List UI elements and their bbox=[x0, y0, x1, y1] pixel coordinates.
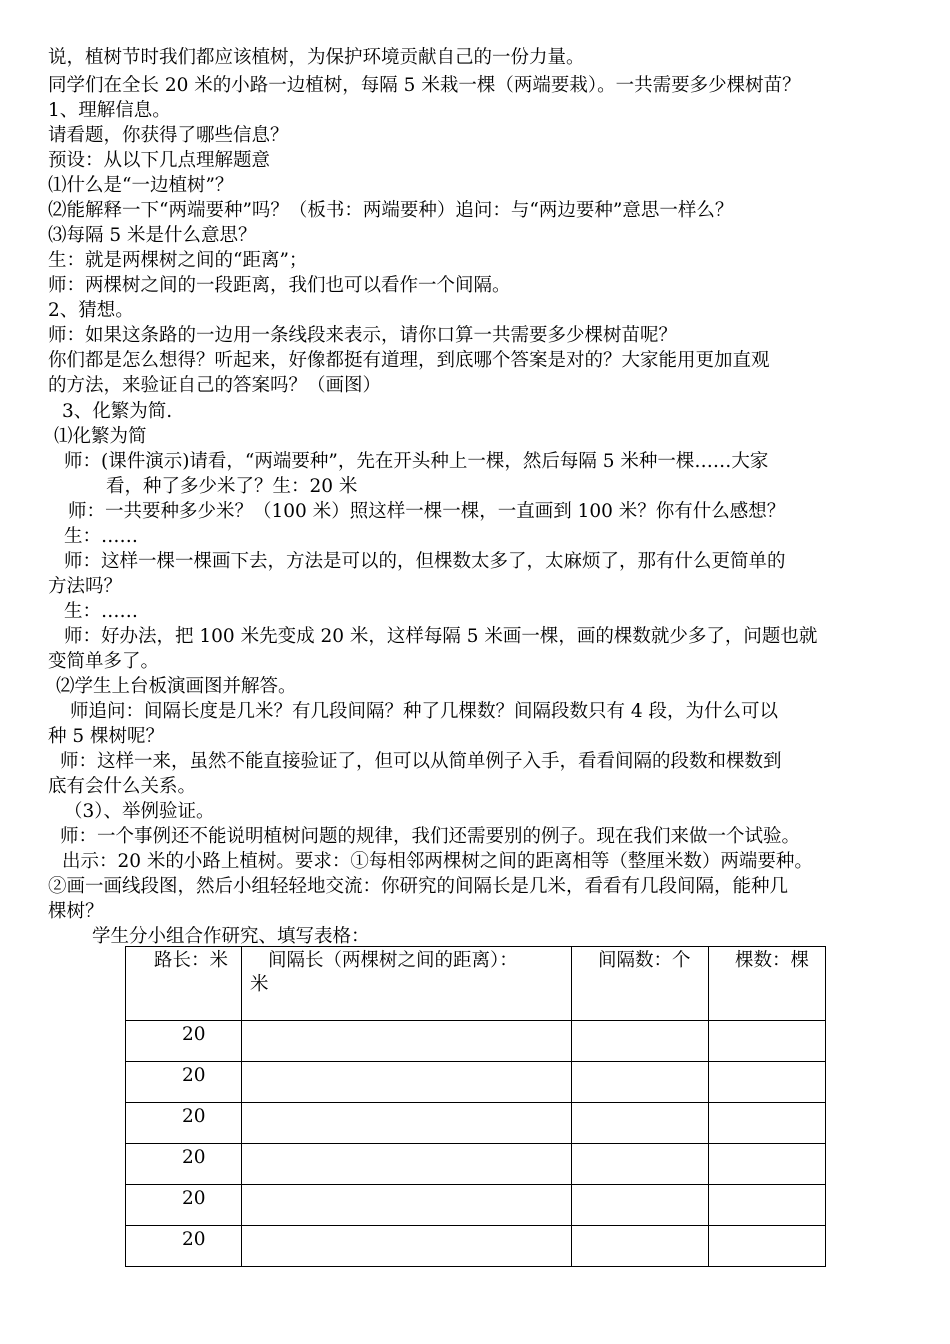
tree-count-cell[interactable] bbox=[709, 1021, 826, 1062]
paragraph-line: 师：这样一来，虽然不能直接验证了，但可以从简单例子入手，看看间隔的段数和棵数到 bbox=[60, 751, 782, 772]
paragraph-line: ⑴化繁为简 bbox=[54, 426, 147, 447]
paragraph-line: 看，种了多少米了？生：20 米 bbox=[106, 476, 358, 497]
tree-count-cell[interactable] bbox=[709, 1185, 826, 1226]
tree-count-cell[interactable] bbox=[709, 1144, 826, 1185]
road-length-cell: 20 bbox=[126, 1144, 242, 1185]
tree-count-cell[interactable] bbox=[709, 1062, 826, 1103]
paragraph-line: 方法吗？ bbox=[48, 576, 123, 597]
paragraph-line: 生：…… bbox=[64, 526, 139, 547]
paragraph-line: 师追问：间隔长度是几米？有几段间隔？种了几棵数？间隔段数只有 4 段，为什么可以 bbox=[70, 701, 779, 722]
header-tree-count: 棵数：棵 bbox=[709, 947, 826, 1021]
paragraph-line: ⑶每隔 5 米是什么意思？ bbox=[48, 225, 257, 246]
paragraph-line: 出示：20 米的小路上植树。要求：①每相邻两棵树之间的距离相等（整厘米数）两端要种。 bbox=[62, 851, 813, 872]
paragraph-line: ②画一画线段图，然后小组轻轻地交流：你研究的间隔长是几米，看看有几段间隔，能种几 bbox=[48, 876, 789, 897]
section-heading-examples: （3）、举例验证。 bbox=[64, 801, 215, 822]
section-heading-guess: 2、猜想。 bbox=[48, 300, 134, 321]
interval-length-cell[interactable] bbox=[242, 1226, 572, 1267]
section-heading-simplify: 3、化繁为简. bbox=[62, 401, 173, 422]
paragraph-line: 棵树？ bbox=[48, 901, 104, 922]
road-length-cell: 20 bbox=[126, 1185, 242, 1226]
header-road-length: 路长：米 bbox=[126, 947, 242, 1021]
problem-statement: 同学们在全长 20 米的小路一边植树，每隔 5 米栽一棵（两端要栽）。一共需要多少棵树苗？ bbox=[48, 75, 801, 96]
road-length-cell: 20 bbox=[126, 1062, 242, 1103]
paragraph-line: 师：两棵树之间的一段距离，我们也可以看作一个间隔。 bbox=[48, 275, 511, 296]
table-row bbox=[126, 1226, 826, 1267]
paragraph-line: 请看题，你获得了哪些信息？ bbox=[48, 125, 289, 146]
interval-length-cell[interactable] bbox=[242, 1103, 572, 1144]
paragraph-line: 师：好办法，把 100 米先变成 20 米，这样每隔 5 米画一棵，画的棵数就少多了，问题也就 bbox=[64, 626, 818, 647]
table-row bbox=[126, 1103, 826, 1144]
interval-length-cell[interactable] bbox=[242, 1021, 572, 1062]
table-header-row bbox=[126, 947, 826, 1021]
tree-count-cell[interactable] bbox=[709, 1226, 826, 1267]
data-table bbox=[125, 946, 826, 1267]
interval-count-cell[interactable] bbox=[572, 1021, 709, 1062]
paragraph-line: 说，植树节时我们都应该植树，为保护环境贡献自己的一份力量。 bbox=[48, 47, 585, 68]
paragraph-line: 师：这样一棵一棵画下去，方法是可以的，但棵数太多了，太麻烦了，那有什么更简单的 bbox=[64, 551, 786, 572]
paragraph-line: 生：…… bbox=[64, 601, 139, 622]
road-length-cell: 20 bbox=[126, 1021, 242, 1062]
paragraph-line: 底有会什么关系。 bbox=[48, 776, 197, 797]
table-row bbox=[126, 1062, 826, 1103]
paragraph-line: 预设：从以下几点理解题意 bbox=[48, 150, 271, 171]
interval-length-cell[interactable] bbox=[242, 1185, 572, 1226]
header-interval-count: 间隔数：个 bbox=[572, 947, 709, 1021]
paragraph-line: ⑵能解释一下“两端要种”吗？（板书：两端要种）追问：与“两边要种”意思一样么？ bbox=[48, 200, 734, 221]
interval-count-cell[interactable] bbox=[572, 1144, 709, 1185]
interval-length-cell[interactable] bbox=[242, 1062, 572, 1103]
table-row bbox=[126, 1021, 826, 1062]
paragraph-line: 的方法，来验证自己的答案吗？（画图） bbox=[48, 375, 382, 396]
interval-count-cell[interactable] bbox=[572, 1062, 709, 1103]
paragraph-line: 师：如果这条路的一边用一条线段来表示，请你口算一共需要多少棵树苗呢？ bbox=[48, 325, 678, 346]
section-heading-understand: 1、理解信息。 bbox=[48, 100, 171, 121]
paragraph-line: 师：(课件演示)请看，“两端要种”，先在开头种上一棵，然后每隔 5 米种一棵……大家 bbox=[64, 451, 769, 472]
road-length-cell: 20 bbox=[126, 1103, 242, 1144]
tree-count-cell[interactable] bbox=[709, 1103, 826, 1144]
interval-count-cell[interactable] bbox=[572, 1185, 709, 1226]
road-length-cell: 20 bbox=[126, 1226, 242, 1267]
table-row bbox=[126, 1144, 826, 1185]
paragraph-line: ⑵学生上台板演画图并解答。 bbox=[56, 676, 297, 697]
interval-count-cell[interactable] bbox=[572, 1103, 709, 1144]
paragraph-line: 变简单多了。 bbox=[48, 651, 160, 672]
table-caption: 学生分小组合作研究、填写表格： bbox=[92, 926, 370, 947]
paragraph-line: 种 5 棵树呢？ bbox=[48, 726, 165, 747]
paragraph-line: 师：一共要种多少米？（100 米）照这样一棵一棵，一直画到 100 米？你有什么感想？ bbox=[68, 501, 786, 522]
header-interval-length: 间隔长（两棵树之间的距离）： 米 bbox=[242, 947, 572, 1021]
paragraph-line: 生：就是两棵树之间的“距离”； bbox=[48, 250, 308, 271]
interval-count-cell[interactable] bbox=[572, 1226, 709, 1267]
paragraph-line: 你们都是怎么想得？听起来，好像都挺有道理，到底哪个答案是对的？大家能用更加直观 bbox=[48, 350, 770, 371]
interval-length-cell[interactable] bbox=[242, 1144, 572, 1185]
table-row bbox=[126, 1185, 826, 1226]
paragraph-line: 师：一个事例还不能说明植树问题的规律，我们还需要别的例子。现在我们来做一个试验。 bbox=[60, 826, 801, 847]
paragraph-line: ⑴什么是“一边植树”？ bbox=[48, 175, 234, 196]
